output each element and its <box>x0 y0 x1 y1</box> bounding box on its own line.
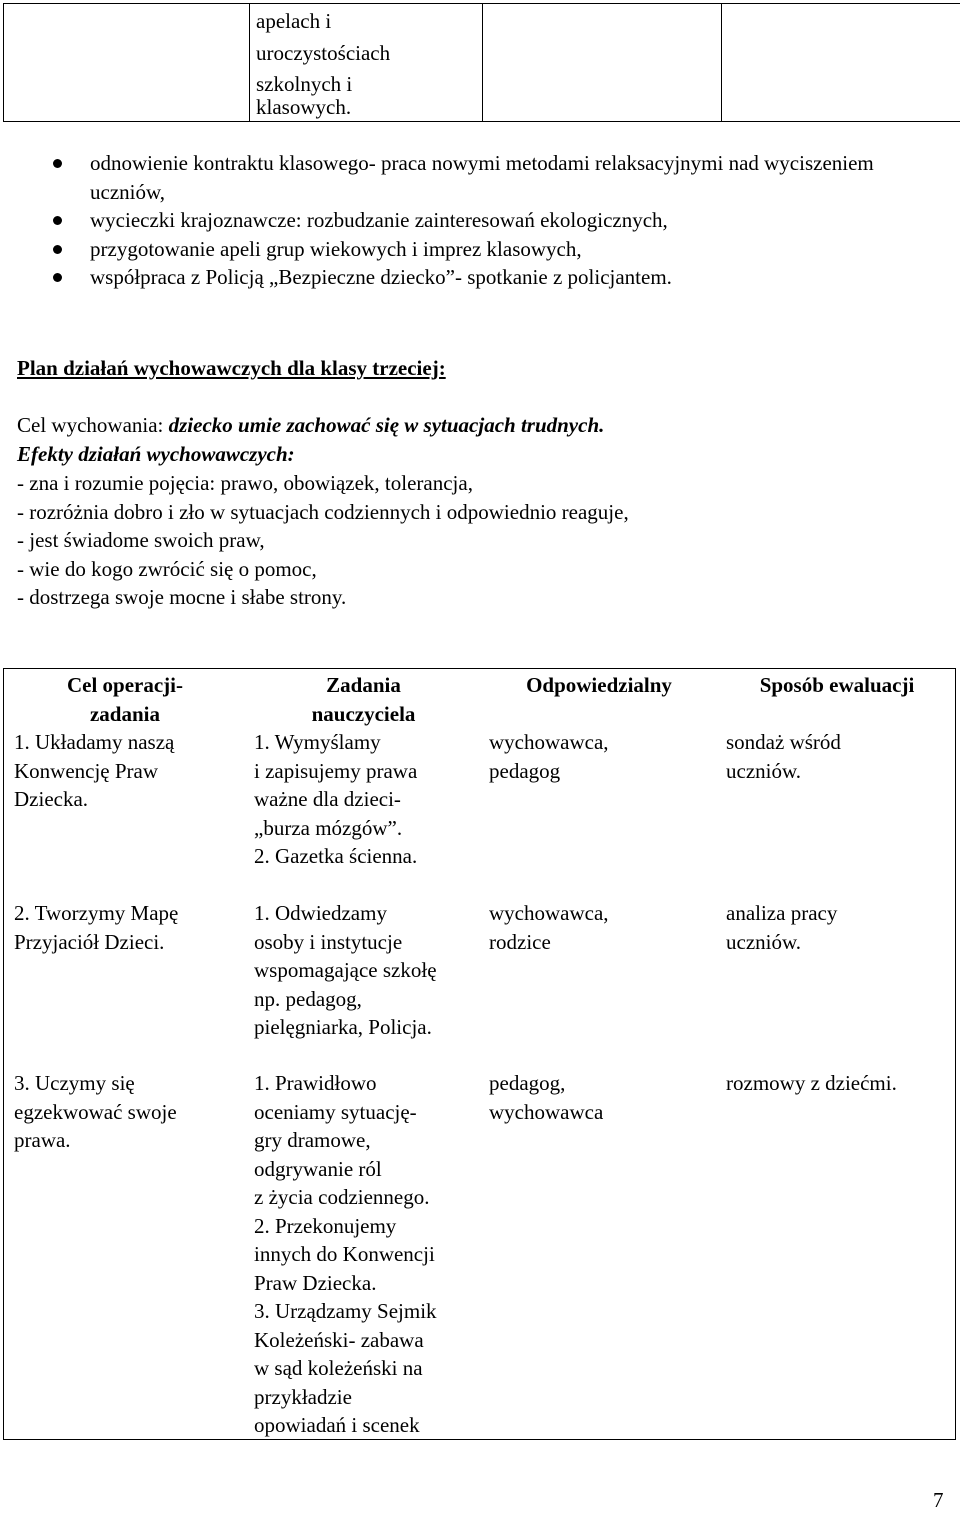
cell-line: wspomagające szkołę <box>254 958 437 982</box>
cell-line: Dziecka. <box>14 787 89 811</box>
header-line: zadania <box>89 701 160 726</box>
header-line: Cel operacji- <box>66 673 184 697</box>
goal-text: dziecko umie zachować się w sytuacjach trudnych. <box>168 413 605 437</box>
cell-line: egzekwować swoje <box>14 1099 177 1124</box>
column-header-evaluation: Sposób ewaluacji <box>759 673 915 697</box>
list-item <box>0 263 940 292</box>
cell-line: pedagog, <box>489 1071 566 1095</box>
cell-tasks <box>247 1069 480 1440</box>
education-goal <box>17 411 604 440</box>
cell-line: 3. Urządzamy Sejmik <box>254 1299 437 1323</box>
cell-goal <box>3 899 247 1069</box>
cell-line: wychowawca, <box>489 730 609 754</box>
table-row <box>3 899 956 1069</box>
cell-line: opowiadań i scenek <box>254 1413 420 1437</box>
cell-responsible <box>480 899 718 1069</box>
effect-item: - rozróżnia dobro i zło w sytuacjach codziennych i odpowiednio reaguje, <box>17 499 629 524</box>
page-number: 7 <box>933 1488 944 1512</box>
table-row <box>3 1069 956 1440</box>
list-item <box>0 235 940 264</box>
cell-line: analiza pracy <box>726 901 838 925</box>
cell-line: pedagog <box>489 758 561 783</box>
table-row <box>3 728 956 899</box>
column-header-goal <box>3 668 247 728</box>
header-line: Zadania <box>326 673 401 697</box>
cell-line: innych do Konwencji <box>254 1242 435 1266</box>
list-item-text: współpraca z Policją „Bezpieczne dziecko”- spotkanie z policjantem. <box>90 265 672 289</box>
cell-line: Koleżeński- zabawa <box>254 1327 424 1352</box>
bullet-icon <box>53 273 62 282</box>
header-line: nauczyciela <box>311 701 416 726</box>
cell-line: 2. Tworzymy Mapę <box>14 901 179 925</box>
cell-line: 1. Wymyślamy <box>254 730 381 754</box>
effects-list <box>17 469 629 612</box>
effect-item: - zna i rozumie pojęcia: prawo, obowiązek, tolerancja, <box>17 471 473 495</box>
cell-line: prawa. <box>14 1128 71 1152</box>
cell-line: oceniamy sytuację- <box>254 1099 417 1124</box>
cell-evaluation <box>718 899 956 1069</box>
cell-line: np. pedagog, <box>254 986 362 1011</box>
cell-line: rozmowy z dziećmi. <box>726 1071 897 1095</box>
cell-line: w sąd koleżeński na <box>254 1356 423 1380</box>
previous-table-fragment <box>3 3 960 122</box>
cell-line: wychowawca <box>489 1099 604 1124</box>
effect-item: - dostrzega swoje mocne i słabe strony. <box>17 585 347 609</box>
cell-evaluation <box>718 728 956 899</box>
effect-item: - wie do kogo zwrócić się o pomoc, <box>17 556 317 581</box>
cell-line: 1. Odwiedzamy <box>254 901 387 925</box>
column-header-tasks <box>247 668 480 728</box>
effects-heading: Efekty działań wychowawczych: <box>17 442 295 466</box>
table-cell-empty <box>722 4 960 122</box>
cell-evaluation <box>718 1069 956 1440</box>
activities-bullet-list <box>0 149 940 292</box>
bullet-icon <box>53 159 62 168</box>
list-item <box>0 206 940 235</box>
cell-line: 2. Gazetka ścienna. <box>254 844 418 868</box>
list-item-text: przygotowanie apeli grup wiekowych i imprez klasowych, <box>90 236 582 261</box>
column-header-responsible: Odpowiedzialny <box>526 673 672 697</box>
cell-line: uczniów. <box>726 758 802 783</box>
table-cell-empty <box>4 4 250 122</box>
cell-tasks <box>247 728 480 899</box>
cell-line: Praw Dziecka. <box>254 1270 377 1295</box>
cell-line: „burza mózgów”. <box>254 815 403 840</box>
cell-line: wychowawca, <box>489 901 609 925</box>
table-cell-text <box>250 4 483 122</box>
cell-line: Przyjaciół Dzieci. <box>14 929 165 954</box>
goal-label: Cel wychowania: <box>17 413 169 437</box>
table-cell-empty <box>483 4 722 122</box>
section-title: Plan działań wychowawczych dla klasy trzeciej: <box>17 356 446 380</box>
cell-goal <box>3 1069 247 1440</box>
bullet-icon <box>53 216 62 225</box>
cell-line: gry dramowe, <box>254 1128 371 1152</box>
bullet-icon <box>53 245 62 254</box>
cell-line: Konwencję Praw <box>14 758 159 783</box>
cell-line: 1. Układamy naszą <box>14 730 175 754</box>
effect-item: - jest świadome swoich praw, <box>17 528 265 552</box>
cell-line: odgrywanie ról <box>254 1156 382 1181</box>
cell-goal <box>3 728 247 899</box>
cell-line: ważne dla dzieci- <box>254 787 401 811</box>
list-item-text: wycieczki krajoznawcze: rozbudzanie zainteresowań ekologicznych, <box>90 208 668 232</box>
cell-line: szkolnych i <box>256 72 353 96</box>
cell-line: i zapisujemy prawa <box>254 758 418 783</box>
cell-line: pielęgniarka, Policja. <box>254 1015 432 1039</box>
cell-line: z życia codziennego. <box>254 1185 430 1209</box>
cell-responsible <box>480 728 718 899</box>
list-item-text: odnowienie kontraktu klasowego- praca nowymi metodami relaksacyjnymi nad wyciszeniem uczniów, <box>90 151 874 204</box>
cell-line: przykładzie <box>254 1384 352 1409</box>
cell-line: 2. Przekonujemy <box>254 1213 397 1238</box>
cell-line: klasowych. <box>256 94 352 119</box>
cell-responsible <box>480 1069 718 1440</box>
cell-line: uroczystościach <box>256 40 391 65</box>
cell-tasks <box>247 899 480 1069</box>
list-item <box>0 149 940 206</box>
cell-line: sondaż wśród <box>726 730 841 754</box>
cell-line: osoby i instytucje <box>254 929 403 954</box>
cell-line: rodzice <box>489 929 551 954</box>
operations-table <box>3 668 956 1440</box>
cell-line: apelach i <box>256 9 332 33</box>
cell-line: 3. Uczymy się <box>14 1071 135 1095</box>
cell-line: 1. Prawidłowo <box>254 1071 377 1095</box>
cell-line: uczniów. <box>726 929 802 954</box>
